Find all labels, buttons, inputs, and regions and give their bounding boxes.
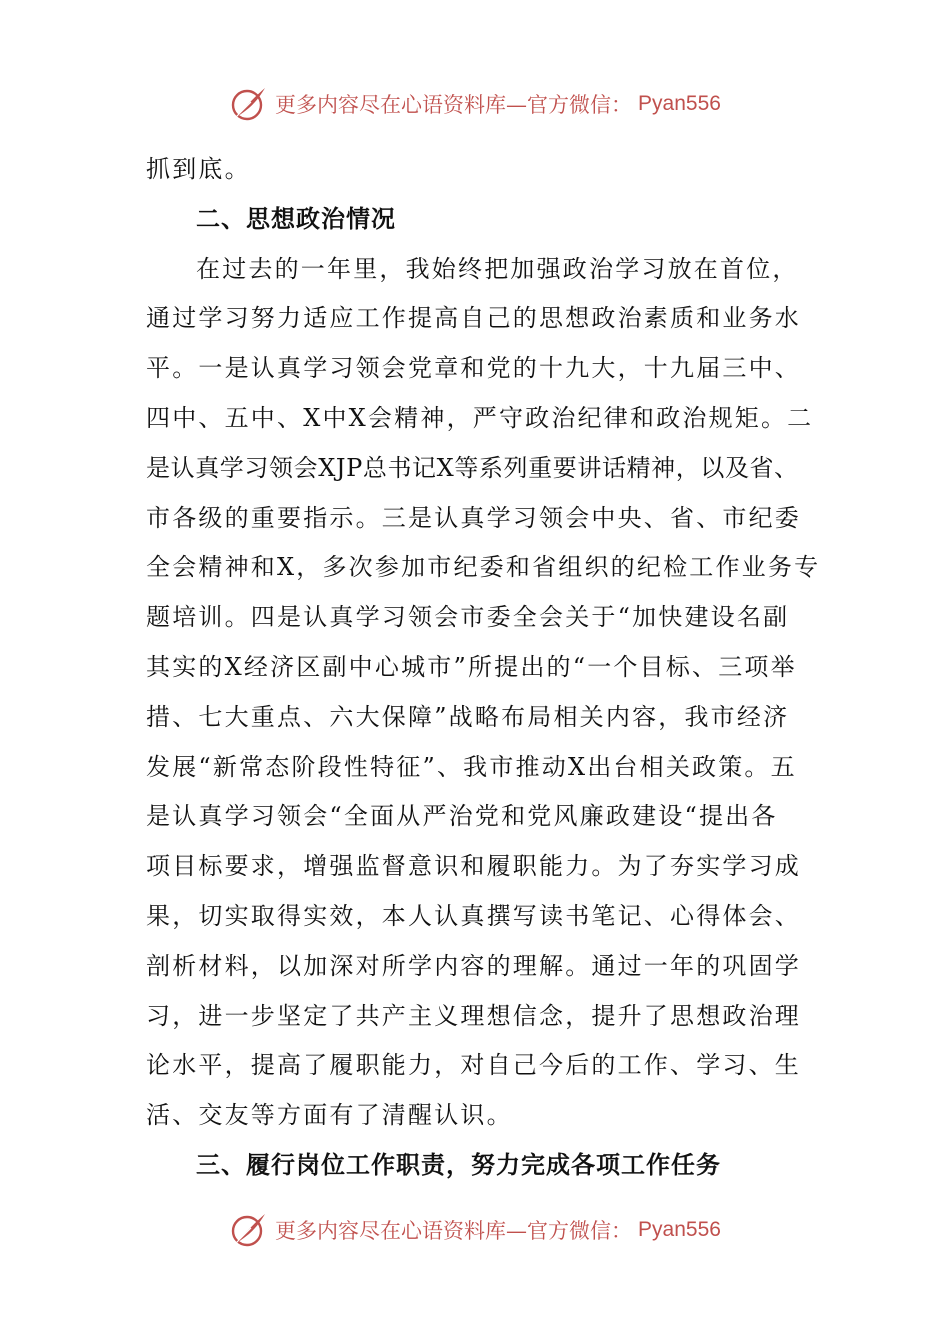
text-line: 措、七大重点、六大保障”战略布局相关内容，我市经济 [146,702,790,731]
footer-banner [0,1208,950,1252]
section-heading: 三、履行岗位工作职责，努力完成各项工作任务 [196,1150,721,1179]
feather-pen-logo-icon [229,1210,269,1250]
text-line: 剖析材料，以加深对所学内容的理解。通过一年的巩固学 [146,951,801,980]
banner-wechat-id: Pyan556 [638,1218,721,1241]
banner-wechat-id: Pyan556 [638,92,721,115]
text-line: 习，进一步坚定了共产主义理想信念，提升了思想政治理 [146,1001,801,1030]
banner-text: 更多内容尽在心语资料库—官方微信： [275,93,633,117]
text-line: 通过学习努力适应工作提高自己的思想政治素质和业务水 [146,304,801,333]
text-line: 四中、五中、X中X会精神，严守政治纪律和政治规矩。二 [146,403,814,432]
text-line: 题培训。四是认真学习领会市委全会关于“加快建设名副 [146,603,790,632]
text-line: 活、交友等方面有了清醒认识。 [146,1101,513,1130]
banner-text: 更多内容尽在心语资料库—官方微信： [275,1219,633,1243]
document-body [146,145,821,1191]
text-line: 论水平，提高了履职能力，对自己今后的工作、学习、生 [146,1051,801,1080]
header-banner [0,82,950,126]
text-line: 是认真学习领会XJP总书记X等系列重要讲话精神，以及省、 [146,453,799,482]
text-line: 全会精神和X，多次参加市纪委和省组织的纪检工作业务专 [146,553,821,582]
feather-pen-logo-icon [229,84,269,124]
text-line: 项目标要求，增强监督意识和履职能力。为了夯实学习成 [146,852,801,881]
text-line: 发展“新常态阶段性特征”、我市推动X出台相关政策。五 [146,752,797,781]
text-line: 其实的X经济区副中心城市”所提出的“一个目标、三项举 [146,652,797,681]
section-heading: 二、思想政治情况 [196,204,396,233]
text-line: 是认真学习领会“全面从严治党和党风廉政建设“提出各 [146,802,778,831]
text-line: 抓到底。 [146,155,251,183]
text-line: 在过去的一年里，我始终把加强政治学习放在首位， [196,254,799,283]
text-line: 平。一是认真学习领会党章和党的十九大，十九届三中、 [146,354,801,383]
text-line: 果，切实取得实效，本人认真撰写读书笔记、心得体会、 [146,901,801,930]
text-line: 市各级的重要指示。三是认真学习领会中央、省、市纪委 [146,503,801,532]
